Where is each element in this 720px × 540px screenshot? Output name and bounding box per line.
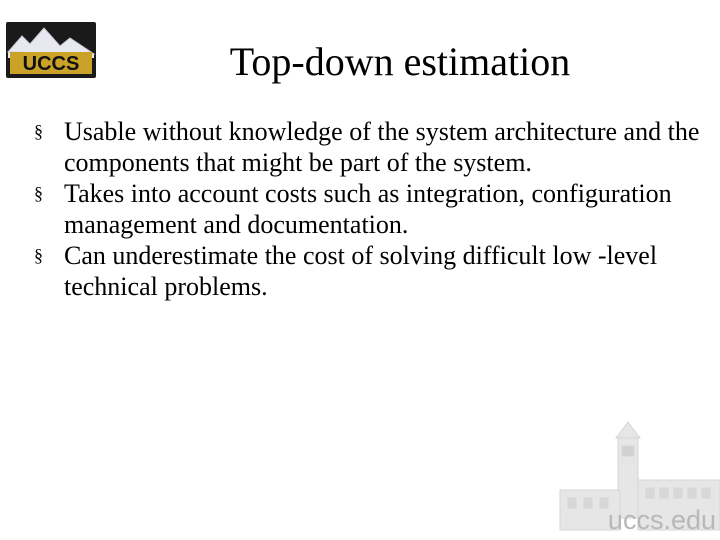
bullet-item [34,116,720,178]
uccs-logo [6,22,96,78]
bullet-item [34,178,720,240]
footer-url: uccs.edu [607,505,716,535]
bullet-text: Can underestimate the cost of solving difficult low -level technical problems. [64,241,658,301]
bullet-list [34,116,720,302]
bullet-marker: § [34,245,43,265]
bullet-item [34,240,720,302]
bullet-marker: § [34,121,43,141]
slide-title: Top-down estimation [229,39,571,84]
bullet-text: Takes into account costs such as integration, configuration management and documentation. [64,179,672,239]
logo-text: UCCS [22,53,80,75]
bullet-text: Usable without knowledge of the system architecture and the components that might be part of the system. [64,117,700,177]
bullet-marker: § [34,183,43,203]
